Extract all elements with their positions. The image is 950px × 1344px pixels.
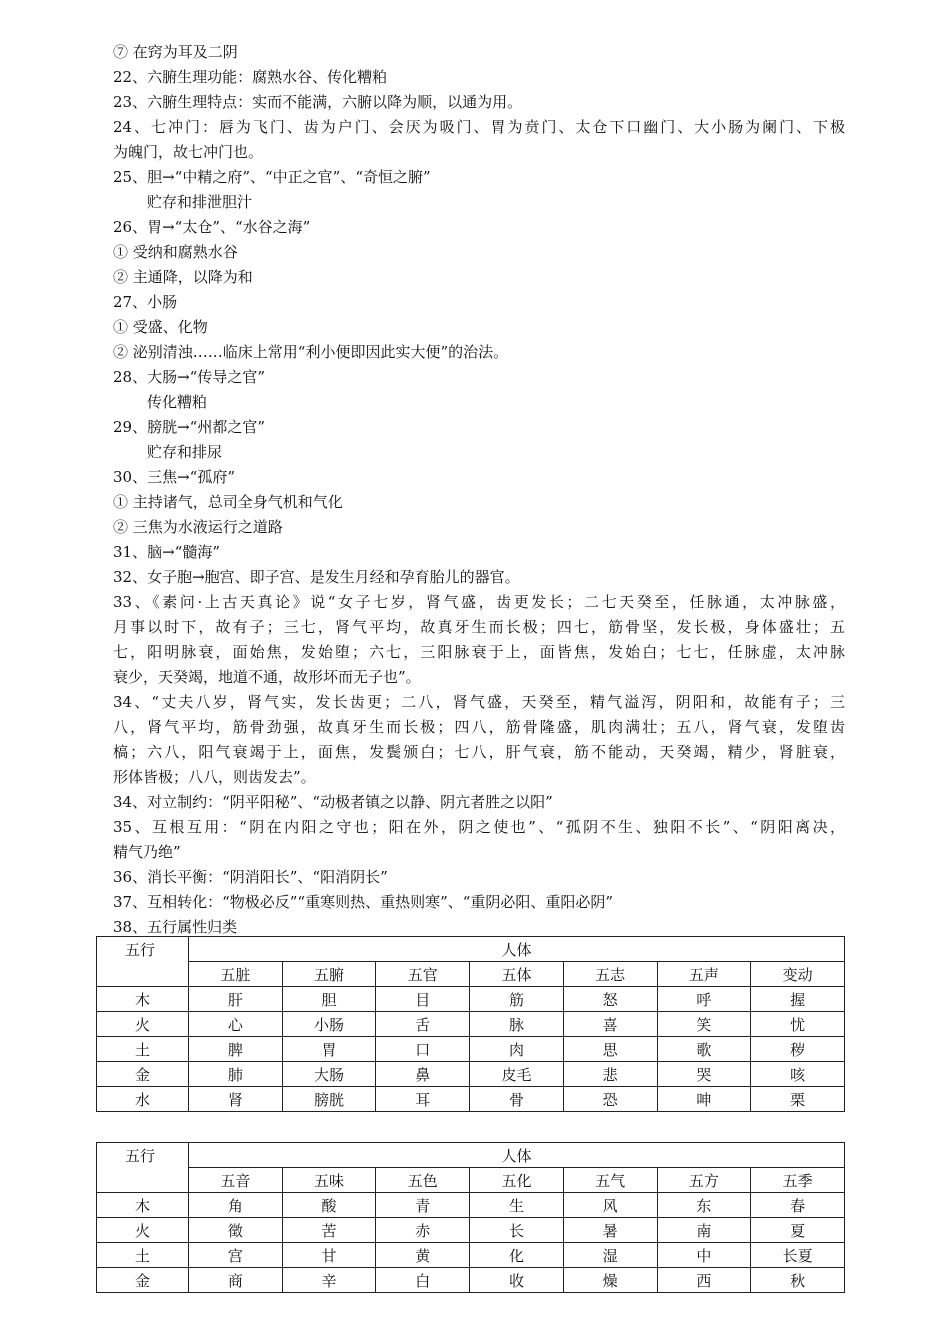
table-header-row <box>97 937 845 962</box>
text-line: 29、膀胱→“州都之官” <box>113 418 265 436</box>
text-line: 35、互根互用：“阴在内阳之守也；阳在外，阴之使也”、“孤阴不生、独阳不长”、“阴阳离决， <box>113 818 845 836</box>
table-cell: 湿 <box>563 1243 657 1268</box>
table-row <box>97 1268 845 1293</box>
text-line: 形体皆极；八八，则齿发去”。 <box>113 768 316 786</box>
table-cell: 耳 <box>376 1087 470 1112</box>
table-cell: 生 <box>470 1193 564 1218</box>
table-cell: 大肠 <box>282 1062 376 1087</box>
five-elements-table-1 <box>96 936 845 1112</box>
table-cell: 怒 <box>563 987 657 1012</box>
table-cell: 歌 <box>657 1037 751 1062</box>
text-line: 37、互相转化：“物极必反”“重寒则热、重热则寒”、“重阴必阳、重阳必阴” <box>113 893 614 911</box>
table-cell: 化 <box>470 1243 564 1268</box>
table-column-header: 五方 <box>657 1168 751 1193</box>
table-cell: 白 <box>376 1268 470 1293</box>
table-cell: 风 <box>563 1193 657 1218</box>
text-line: 传化糟粕 <box>147 393 208 411</box>
table-cell: 忧 <box>751 1012 845 1037</box>
table-corner-header: 五行 <box>97 1143 189 1193</box>
table-cell: 辛 <box>282 1268 376 1293</box>
table-cell: 心 <box>189 1012 283 1037</box>
text-line: 34、“丈夫八岁，肾气实，发长齿更；二八，肾气盛，天癸至，精气溢泻，阴阳和，故能有子；三 <box>113 693 845 711</box>
table-row <box>97 1012 845 1037</box>
text-line: 为魄门，故七冲门也。 <box>113 143 264 161</box>
table-cell: 燥 <box>563 1268 657 1293</box>
text-line: ② 主通降，以降为和 <box>113 268 253 286</box>
table-cell: 商 <box>189 1268 283 1293</box>
text-line: 月事以时下，故有子；三七，肾气平均，故真牙生而长极；四七，筋骨坚，发长极，身体盛壮；五 <box>113 618 845 636</box>
table-cell: 骨 <box>470 1087 564 1112</box>
table-cell: 西 <box>657 1268 751 1293</box>
table-cell: 舌 <box>376 1012 470 1037</box>
five-elements-table-2 <box>96 1142 845 1293</box>
text-line: ① 受纳和腐熟水谷 <box>113 243 238 261</box>
table-cell: 收 <box>470 1268 564 1293</box>
table-row <box>97 1193 845 1218</box>
table-column-header: 五声 <box>657 962 751 987</box>
table-cell: 握 <box>751 987 845 1012</box>
text-line: 23、六腑生理特点：实而不能满，六腑以降为顺，以通为用。 <box>113 93 523 111</box>
text-line: 36、消长平衡：“阴消阳长”、“阳消阴长” <box>113 868 388 886</box>
table-cell: 秽 <box>751 1037 845 1062</box>
table-group-header: 人体 <box>189 937 845 962</box>
table-row <box>97 1087 845 1112</box>
table-cell: 口 <box>376 1037 470 1062</box>
table-cell: 长 <box>470 1218 564 1243</box>
table-column-header: 五化 <box>470 1168 564 1193</box>
table-group-header: 人体 <box>189 1143 845 1168</box>
table-column-header: 五腑 <box>282 962 376 987</box>
text-line: ② 泌别清浊……临床上常用“利小便即因此实大便”的治法。 <box>113 343 509 361</box>
table-row <box>97 1037 845 1062</box>
table-column-header: 五气 <box>563 1168 657 1193</box>
table-cell: 筋 <box>470 987 564 1012</box>
table-column-header: 五官 <box>376 962 470 987</box>
text-line: 24、七冲门：唇为飞门、齿为户门、会厌为吸门、胃为贲门、太仓下口幽门、大小肠为阑门、下极 <box>113 118 845 136</box>
table-cell: 黄 <box>376 1243 470 1268</box>
table-cell: 目 <box>376 987 470 1012</box>
table-cell: 东 <box>657 1193 751 1218</box>
table-cell: 栗 <box>751 1087 845 1112</box>
table-cell: 小肠 <box>282 1012 376 1037</box>
table-row <box>97 1062 845 1087</box>
table-cell: 脾 <box>189 1037 283 1062</box>
table-column-header: 五色 <box>376 1168 470 1193</box>
table-row-header: 木 <box>97 987 189 1012</box>
text-line: 26、胃→“太仓”、“水谷之海” <box>113 218 311 236</box>
table-cell: 肾 <box>189 1087 283 1112</box>
table-cell: 呻 <box>657 1087 751 1112</box>
table-cell: 鼻 <box>376 1062 470 1087</box>
text-line: 精气乃绝” <box>113 843 181 861</box>
table-header-row <box>97 1143 845 1168</box>
table-cell: 暑 <box>563 1218 657 1243</box>
table-column-header: 五味 <box>282 1168 376 1193</box>
table-cell: 中 <box>657 1243 751 1268</box>
table-row-header: 土 <box>97 1037 189 1062</box>
text-line: 七，阳明脉衰，面始焦，发始堕；六七，三阳脉衰于上，面皆焦，发始白；七七，任脉虚，太冲脉 <box>113 643 845 661</box>
text-line: 25、胆→“中精之府”、“中正之官”、“奇恒之腑” <box>113 168 431 186</box>
table-row-header: 水 <box>97 1087 189 1112</box>
table-row-header: 金 <box>97 1062 189 1087</box>
text-line: ① 受盛、化物 <box>113 318 208 336</box>
table-cell: 甘 <box>282 1243 376 1268</box>
table-cell: 酸 <box>282 1193 376 1218</box>
text-line: 贮存和排尿 <box>147 443 223 461</box>
text-line: 贮存和排泄胆汁 <box>147 193 253 211</box>
table-cell: 笑 <box>657 1012 751 1037</box>
text-line: 八，肾气平均，筋骨劲强，故真牙生而长极；四八，筋骨隆盛，肌肉满壮；五八，肾气衰，发堕齿 <box>113 718 845 736</box>
table-cell: 肝 <box>189 987 283 1012</box>
table-cell: 皮毛 <box>470 1062 564 1087</box>
table-column-header: 五体 <box>470 962 564 987</box>
table-cell: 赤 <box>376 1218 470 1243</box>
table-2-body <box>97 1143 845 1293</box>
text-line: 衰少，天癸竭，地道不通，故形坏而无子也”。 <box>113 668 421 686</box>
table-column-header-row <box>97 1168 845 1193</box>
table-row-header: 金 <box>97 1268 189 1293</box>
text-line: ⑦ 在窍为耳及二阴 <box>113 43 238 61</box>
table-cell: 肉 <box>470 1037 564 1062</box>
table-row <box>97 1243 845 1268</box>
text-line: 38、五行属性归类 <box>113 918 238 936</box>
table-cell: 青 <box>376 1193 470 1218</box>
text-line: 31、脑→“髓海” <box>113 543 220 561</box>
table-cell: 膀胱 <box>282 1087 376 1112</box>
table-row-header: 木 <box>97 1193 189 1218</box>
table-column-header: 五季 <box>751 1168 845 1193</box>
table-cell: 悲 <box>563 1062 657 1087</box>
table-cell: 南 <box>657 1218 751 1243</box>
table-cell: 咳 <box>751 1062 845 1087</box>
table-column-header: 五脏 <box>189 962 283 987</box>
table-cell: 哭 <box>657 1062 751 1087</box>
table-cell: 思 <box>563 1037 657 1062</box>
text-line: 33、《素问·上古天真论》说“女子七岁，肾气盛，齿更发长；二七天癸至，任脉通，太冲脉盛， <box>113 593 845 611</box>
table-cell: 苦 <box>282 1218 376 1243</box>
table-column-header-row <box>97 962 845 987</box>
text-line: ① 主持诸气，总司全身气机和气化 <box>113 493 343 511</box>
table-cell: 秋 <box>751 1268 845 1293</box>
table-1-body <box>97 937 845 1112</box>
text-line: 32、女子胞→胞宫、即子宫、是发生月经和孕育胎儿的器官。 <box>113 568 520 586</box>
table-cell: 徵 <box>189 1218 283 1243</box>
table-cell: 胆 <box>282 987 376 1012</box>
table-cell: 恐 <box>563 1087 657 1112</box>
table-cell: 脉 <box>470 1012 564 1037</box>
table-row-header: 土 <box>97 1243 189 1268</box>
text-line: 22、六腑生理功能：腐熟水谷、传化糟粕 <box>113 68 388 86</box>
text-line: 27、小肠 <box>113 293 178 311</box>
table-column-header: 五音 <box>189 1168 283 1193</box>
table-column-header: 变动 <box>751 962 845 987</box>
text-line: 28、大肠→“传导之官” <box>113 368 265 386</box>
table-cell: 呼 <box>657 987 751 1012</box>
table-cell: 宫 <box>189 1243 283 1268</box>
text-line: 30、三焦→“孤府” <box>113 468 235 486</box>
table-corner-header: 五行 <box>97 937 189 987</box>
table-cell: 春 <box>751 1193 845 1218</box>
table-cell: 角 <box>189 1193 283 1218</box>
table-row <box>97 1218 845 1243</box>
document-body <box>113 40 845 940</box>
table-cell: 胃 <box>282 1037 376 1062</box>
table-column-header: 五志 <box>563 962 657 987</box>
table-cell: 夏 <box>751 1218 845 1243</box>
table-cell: 肺 <box>189 1062 283 1087</box>
table-cell: 长夏 <box>751 1243 845 1268</box>
table-row <box>97 987 845 1012</box>
table-cell: 喜 <box>563 1012 657 1037</box>
text-line: ② 三焦为水液运行之道路 <box>113 518 283 536</box>
table-row-header: 火 <box>97 1012 189 1037</box>
table-row-header: 火 <box>97 1218 189 1243</box>
text-line: 34、对立制约：“阴平阳秘”、“动极者镇之以静、阴亢者胜之以阳” <box>113 793 553 811</box>
text-line: 槁；六八，阳气衰竭于上，面焦，发鬓颁白；七八，肝气衰，筋不能动，天癸竭，精少，肾脏衰， <box>113 743 845 761</box>
